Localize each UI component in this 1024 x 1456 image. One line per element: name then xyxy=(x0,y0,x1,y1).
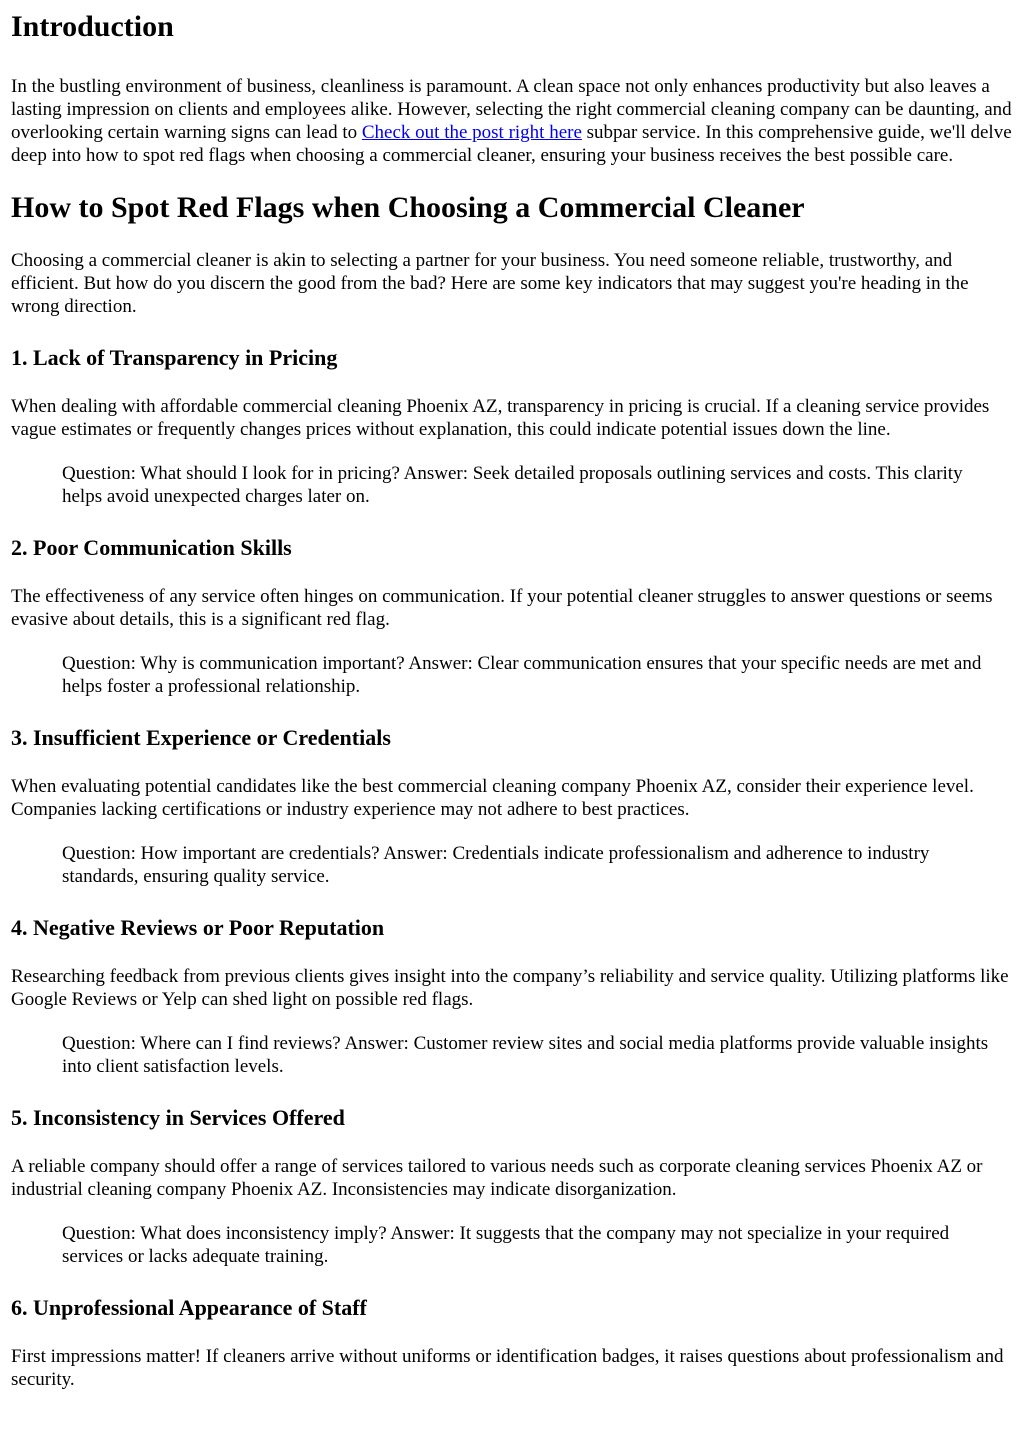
intro-text-after-link: subpar service. In this comprehensive guide, we'll delve deep into how to spot red flags when choosing a commercial cleaner, ensuring your business receives the best possible care. xyxy=(11,122,1012,166)
qa-blockquote-reviews: Question: Where can I find reviews? Answer: Customer review sites and social media platforms provide valuable insights into client satisfaction levels. xyxy=(62,1033,989,1077)
section-heading-communication: 2. Poor Communication Skills xyxy=(11,535,292,560)
section-heading-pricing: 1. Lack of Transparency in Pricing xyxy=(11,345,338,370)
article xyxy=(0,10,1024,1391)
qa-blockquote-experience: Question: How important are credentials? Answer: Credentials indicate professionalism and adherence to industry standards, ensuring quality service. xyxy=(62,843,930,887)
intro-heading: Introduction xyxy=(11,10,174,43)
section-paragraph-inconsistency: A reliable company should offer a range of services tailored to various needs such as corporate cleaning services Phoenix AZ or industrial cleaning company Phoenix AZ. Inconsistencies may indicate disorganization. xyxy=(11,1156,983,1200)
qa-blockquote-inconsistency: Question: What does inconsistency imply? Answer: It suggests that the company may not specialize in your required services or lacks adequate training. xyxy=(62,1223,950,1267)
main-heading: How to Spot Red Flags when Choosing a Commercial Cleaner xyxy=(11,191,805,224)
section-paragraph-appearance: First impressions matter! If cleaners arrive without uniforms or identification badges, it raises questions about professionalism and security. xyxy=(11,1346,1004,1390)
qa-blockquote-pricing: Question: What should I look for in pricing? Answer: Seek detailed proposals outlining services and costs. This clarity helps avoid unexpected charges later on. xyxy=(62,463,963,507)
intro-paragraph xyxy=(11,75,1012,167)
section-heading-reviews: 4. Negative Reviews or Poor Reputation xyxy=(11,915,385,940)
section-heading-appearance: 6. Unprofessional Appearance of Staff xyxy=(11,1295,367,1320)
qa-blockquote-communication: Question: Why is communication important? Answer: Clear communication ensures that your specific needs are met and helps foster a professional relationship. xyxy=(62,653,982,697)
section-paragraph-experience: When evaluating potential candidates like the best commercial cleaning company Phoenix AZ, consider their experience level. Companies lacking certifications or industry experience may not adhere to best practices. xyxy=(11,776,974,820)
section-paragraph-communication: The effectiveness of any service often hinges on communication. If your potential cleaner struggles to answer questions or seems evasive about details, this is a significant red flag. xyxy=(11,586,993,630)
intro-text-before-link: In the bustling environment of business, cleanliness is paramount. A clean space not only enhances productivity but also leaves a lasting impression on clients and employees alike. However, selecting the right commercial cleaning company can be daunting, and overlooking certain warning signs can lead to xyxy=(11,76,1012,143)
section-heading-experience: 3. Insufficient Experience or Credentials xyxy=(11,725,391,750)
main-intro-paragraph: Choosing a commercial cleaner is akin to selecting a partner for your business. You need someone reliable, trustworthy, and efficient. But how do you discern the good from the bad? Here are some key indicators that may suggest you're heading in the wrong direction. xyxy=(11,250,969,317)
section-heading-inconsistency: 5. Inconsistency in Services Offered xyxy=(11,1105,345,1130)
section-paragraph-pricing: When dealing with affordable commercial cleaning Phoenix AZ, transparency in pricing is crucial. If a cleaning service provides vague estimates or frequently changes prices without explanation, this could indicate potential issues down the line. xyxy=(11,396,990,440)
post-link[interactable]: Check out the post right here xyxy=(361,122,582,143)
section-paragraph-reviews: Researching feedback from previous clients gives insight into the company’s reliability and service quality. Utilizing platforms like Google Reviews or Yelp can shed light on possible red flags. xyxy=(11,966,1009,1010)
